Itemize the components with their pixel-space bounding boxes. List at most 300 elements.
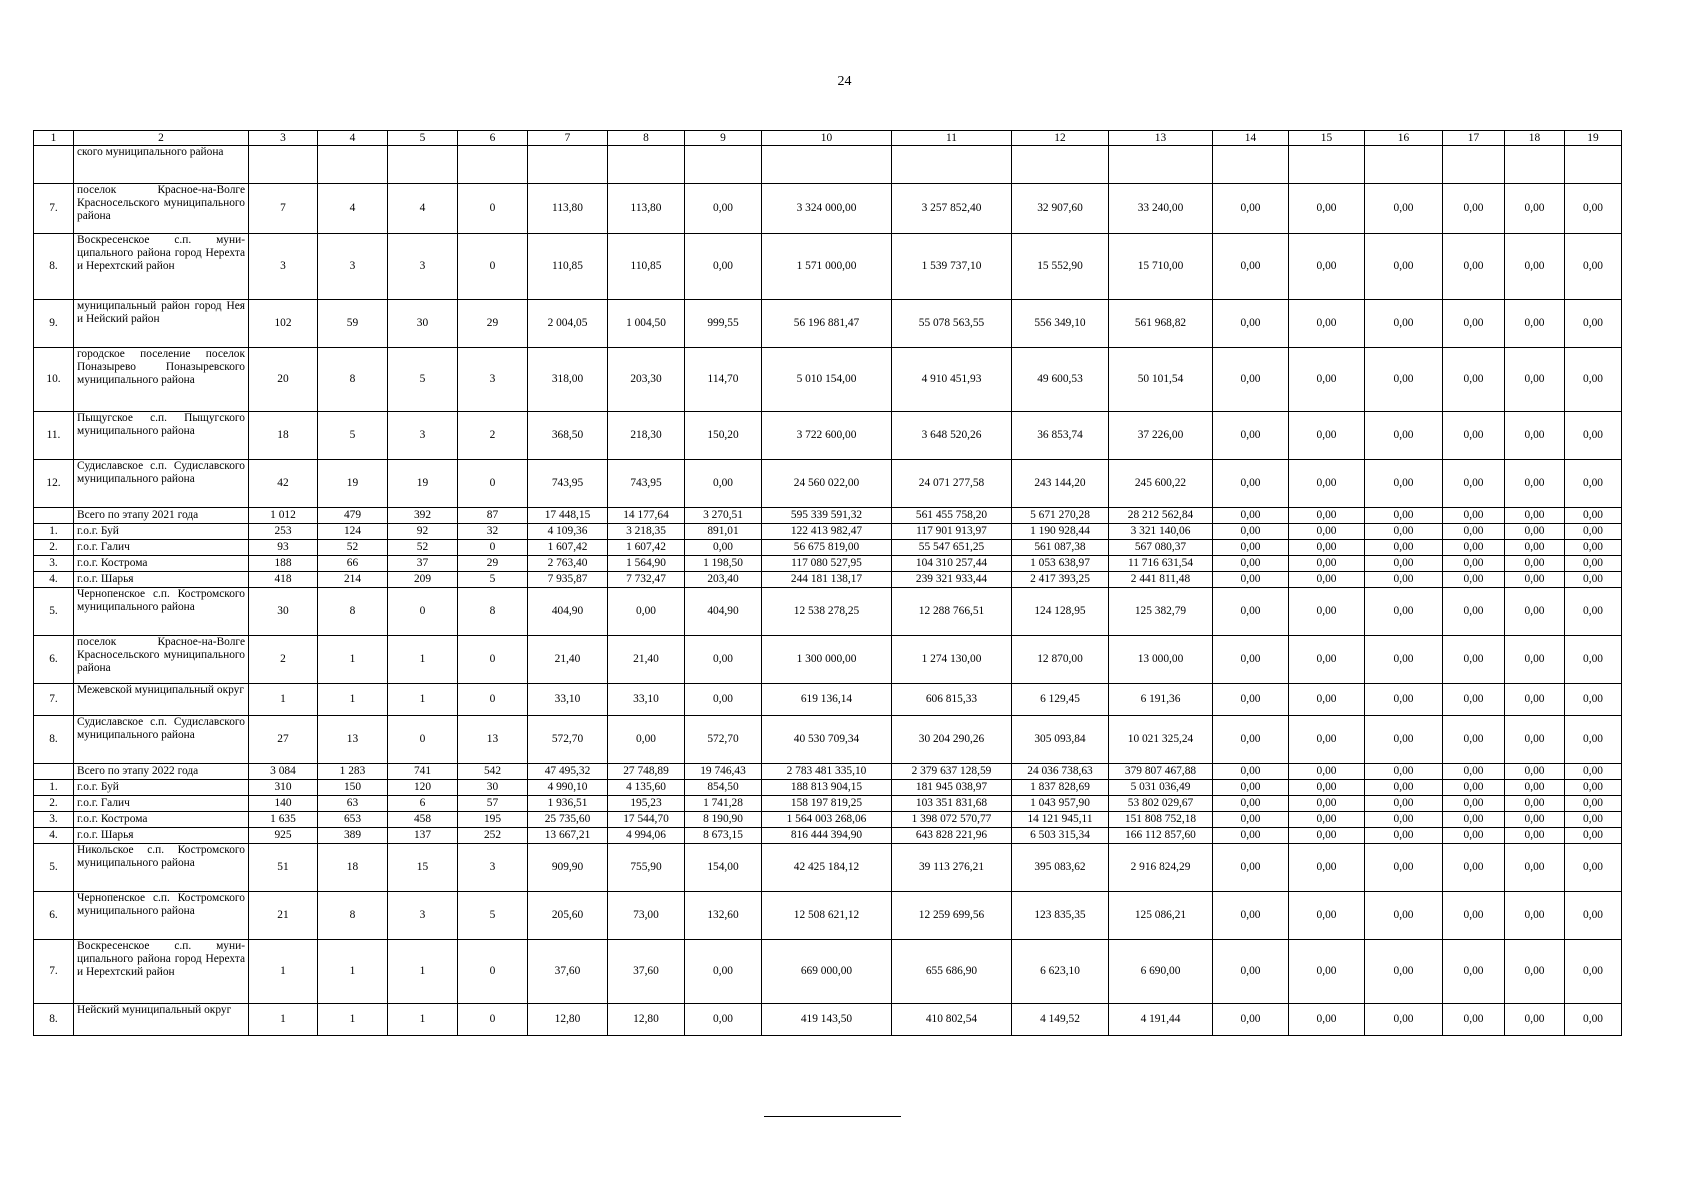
municipality-name: муниципальный район город Нея и Нейский район [74,300,249,348]
value-cell: 117 901 913,97 [892,524,1012,540]
value-cell: 52 [318,540,388,556]
value-cell: 0,00 [1565,940,1622,1004]
value-cell: 1 635 [249,812,318,828]
value-cell: 4 990,10 [528,780,608,796]
header-cell: 19 [1565,131,1622,146]
value-cell: 619 136,14 [762,684,892,716]
value-cell: 3 648 520,26 [892,412,1012,460]
value-cell: 0,00 [1365,508,1443,524]
value-cell: 92 [388,524,458,540]
value-cell: 0,00 [1365,764,1443,780]
row-number: 1. [34,524,74,540]
table-row [34,892,1622,940]
value-cell: 13 000,00 [1109,636,1213,684]
value-cell: 0,00 [1505,796,1565,812]
value-cell: 0,00 [1289,684,1365,716]
value-cell: 0,00 [1565,556,1622,572]
value-cell: 1 837 828,69 [1012,780,1109,796]
value-cell: 0,00 [1213,556,1289,572]
value-cell: 0,00 [685,684,762,716]
value-cell: 1 571 000,00 [762,234,892,300]
value-cell: 244 181 138,17 [762,572,892,588]
value-cell: 0 [458,460,528,508]
value-cell: 0,00 [1505,828,1565,844]
value-cell: 0,00 [1365,684,1443,716]
value-cell: 0,00 [1565,234,1622,300]
value-cell: 0,00 [1505,764,1565,780]
value-cell: 0 [458,540,528,556]
header-cell: 18 [1505,131,1565,146]
value-cell: 5 031 036,49 [1109,780,1213,796]
value-cell: 0,00 [1505,556,1565,572]
value-cell: 0,00 [1505,572,1565,588]
value-cell: 925 [249,828,318,844]
footer-divider [764,1116,901,1117]
value-cell: 122 413 982,47 [762,524,892,540]
value-cell: 0,00 [1365,1004,1443,1036]
value-cell: 13 [318,716,388,764]
value-cell: 17 448,15 [528,508,608,524]
value-cell: 8 190,90 [685,812,762,828]
value-cell: 21,40 [608,636,685,684]
value-cell: 3 257 852,40 [892,184,1012,234]
value-cell: 125 382,79 [1109,588,1213,636]
data-table [33,130,1622,1036]
value-cell: 18 [249,412,318,460]
value-cell: 21 [249,892,318,940]
value-cell: 0,00 [1213,412,1289,460]
value-cell: 158 197 819,25 [762,796,892,812]
value-cell: 0,00 [1289,796,1365,812]
row-number: 1. [34,780,74,796]
value-cell: 14 121 945,11 [1012,812,1109,828]
table-row-summary [34,764,1622,780]
value-cell: 0,00 [1443,844,1505,892]
value-cell: 0,00 [685,234,762,300]
value-cell: 2 441 811,48 [1109,572,1213,588]
value-cell: 0,00 [685,184,762,234]
value-cell: 0,00 [1365,588,1443,636]
value-cell: 0,00 [1289,300,1365,348]
value-cell: 0,00 [1365,300,1443,348]
value-cell: 140 [249,796,318,812]
value-cell: 150,20 [685,412,762,460]
value-cell: 0,00 [1565,636,1622,684]
value-cell: 113,80 [528,184,608,234]
value-cell: 253 [249,524,318,540]
municipality-name: Чернопенское с.п. Костромского муниципального района [74,588,249,636]
value-cell: 0,00 [608,716,685,764]
municipality-name: г.о.г. Галич [74,796,249,812]
row-number: 7. [34,940,74,1004]
municipality-name: Всего по этапу 2022 года [74,764,249,780]
value-cell: 12,80 [528,1004,608,1036]
value-cell: 0,00 [1443,940,1505,1004]
value-cell: 0,00 [1565,684,1622,716]
value-cell: 55 547 651,25 [892,540,1012,556]
row-number: 2. [34,796,74,812]
value-cell: 0,00 [1565,828,1622,844]
table-row [34,234,1622,300]
value-cell: 5 [458,892,528,940]
header-cell: 14 [1213,131,1289,146]
value-cell: 53 802 029,67 [1109,796,1213,812]
value-cell: 1 [318,636,388,684]
municipality-name: Судиславское с.п. Судиславского муниципального района [74,460,249,508]
municipality-name: Воскресенское с.п. муниципального района город Нерехта и Нерехтский район [74,234,249,300]
row-number: 8. [34,1004,74,1036]
value-cell: 33,10 [608,684,685,716]
value-cell: 0,00 [1289,572,1365,588]
value-cell: 29 [458,300,528,348]
value-cell: 655 686,90 [892,940,1012,1004]
municipality-name: г.о.г. Шарья [74,572,249,588]
value-cell: 87 [458,508,528,524]
value-cell: 561 455 758,20 [892,508,1012,524]
value-cell: 117 080 527,95 [762,556,892,572]
value-cell: 6 690,00 [1109,940,1213,1004]
value-cell: 0 [458,1004,528,1036]
value-cell: 0,00 [1213,812,1289,828]
value-cell: 0,00 [1213,572,1289,588]
value-cell: 0,00 [1443,716,1505,764]
value-cell: 0 [458,636,528,684]
value-cell: 3 722 600,00 [762,412,892,460]
value-cell: 404,90 [528,588,608,636]
value-cell: 8 [318,348,388,412]
municipality-name: Чернопенское с.п. Костромского муниципального района [74,892,249,940]
value-cell: 6 [388,796,458,812]
value-cell: 318,00 [528,348,608,412]
value-cell: 0,00 [1289,524,1365,540]
value-cell: 123 835,35 [1012,892,1109,940]
value-cell: 7 [249,184,318,234]
value-cell: 410 802,54 [892,1004,1012,1036]
value-cell: 1 [318,1004,388,1036]
value-cell: 0,00 [1213,780,1289,796]
row-number: 10. [34,348,74,412]
value-cell: 6 623,10 [1012,940,1109,1004]
value-cell [762,146,892,184]
value-cell: 0,00 [1443,300,1505,348]
value-cell: 0,00 [1505,1004,1565,1036]
value-cell: 203,30 [608,348,685,412]
value-cell: 0,00 [1565,588,1622,636]
value-cell: 0,00 [1213,234,1289,300]
value-cell: 2 783 481 335,10 [762,764,892,780]
value-cell: 0,00 [1505,780,1565,796]
header-cell: 9 [685,131,762,146]
value-cell: 32 907,60 [1012,184,1109,234]
value-cell: 27 [249,716,318,764]
value-cell: 419 143,50 [762,1004,892,1036]
municipality-name: Всего по этапу 2021 года [74,508,249,524]
header-cell: 11 [892,131,1012,146]
value-cell: 0,00 [1443,636,1505,684]
row-number: 3. [34,812,74,828]
municipality-name: г.о.г. Галич [74,540,249,556]
value-cell: 0,00 [1365,572,1443,588]
value-cell: 0,00 [1505,508,1565,524]
value-cell: 5 671 270,28 [1012,508,1109,524]
value-cell [892,146,1012,184]
value-cell: 56 196 881,47 [762,300,892,348]
value-cell: 93 [249,540,318,556]
value-cell: 567 080,37 [1109,540,1213,556]
value-cell: 2 916 824,29 [1109,844,1213,892]
value-cell: 0,00 [1213,796,1289,812]
value-cell: 1 936,51 [528,796,608,812]
value-cell: 606 815,33 [892,684,1012,716]
municipality-name: Воскресенское с.п. муниципального района город Нерехта и Нерехтский район [74,940,249,1004]
value-cell: 102 [249,300,318,348]
value-cell: 0,00 [1213,892,1289,940]
value-cell: 8 673,15 [685,828,762,844]
value-cell: 30 204 290,26 [892,716,1012,764]
value-cell: 30 [458,780,528,796]
value-cell: 73,00 [608,892,685,940]
value-cell: 0,00 [1565,412,1622,460]
value-cell: 0,00 [1443,1004,1505,1036]
value-cell: 1 053 638,97 [1012,556,1109,572]
value-cell: 0,00 [608,588,685,636]
value-cell: 0,00 [1505,812,1565,828]
value-cell: 24 036 738,63 [1012,764,1109,780]
value-cell: 1 [249,940,318,1004]
value-cell: 0,00 [1289,812,1365,828]
value-cell: 0,00 [1565,892,1622,940]
value-cell: 103 351 831,68 [892,796,1012,812]
value-cell: 1 607,42 [608,540,685,556]
value-cell: 0,00 [1443,764,1505,780]
value-cell: 669 000,00 [762,940,892,1004]
header-cell: 15 [1289,131,1365,146]
header-cell: 6 [458,131,528,146]
table-row [34,412,1622,460]
value-cell: 33 240,00 [1109,184,1213,234]
value-cell: 0,00 [1365,460,1443,508]
value-cell: 0,00 [1213,636,1289,684]
value-cell: 1 607,42 [528,540,608,556]
value-cell: 8 [318,892,388,940]
value-cell [1289,146,1365,184]
value-cell: 0,00 [1213,588,1289,636]
municipality-name: Никольское с.п. Костромского муниципального района [74,844,249,892]
value-cell: 0,00 [1505,636,1565,684]
value-cell: 0,00 [1443,812,1505,828]
value-cell: 3 324 000,00 [762,184,892,234]
value-cell: 0,00 [1213,184,1289,234]
value-cell [528,146,608,184]
municipality-name: поселок Красное-на-Волге Красносельского муниципального района [74,184,249,234]
value-cell: 1 741,28 [685,796,762,812]
value-cell: 1 190 928,44 [1012,524,1109,540]
value-cell: 8 [318,588,388,636]
value-cell: 0,00 [1289,184,1365,234]
header-cell: 3 [249,131,318,146]
value-cell: 12 538 278,25 [762,588,892,636]
value-cell: 104 310 257,44 [892,556,1012,572]
table-row-summary [34,796,1622,812]
value-cell: 0,00 [1565,844,1622,892]
municipality-name: г.о.г. Кострома [74,556,249,572]
value-cell: 7 732,47 [608,572,685,588]
table-row-summary [34,508,1622,524]
table-row-summary [34,524,1622,540]
value-cell: 5 [458,572,528,588]
value-cell: 181 945 038,97 [892,780,1012,796]
value-cell: 0,00 [1365,716,1443,764]
value-cell: 12 259 699,56 [892,892,1012,940]
value-cell: 999,55 [685,300,762,348]
value-cell: 0,00 [1289,716,1365,764]
value-cell: 52 [388,540,458,556]
value-cell: 0,00 [1365,348,1443,412]
table-row-summary [34,556,1622,572]
row-number: 6. [34,636,74,684]
value-cell: 39 113 276,21 [892,844,1012,892]
value-cell: 379 807 467,88 [1109,764,1213,780]
table-row-summary [34,812,1622,828]
value-cell: 0,00 [1365,524,1443,540]
value-cell: 0,00 [1289,540,1365,556]
value-cell: 909,90 [528,844,608,892]
row-number: 4. [34,572,74,588]
value-cell: 4 994,06 [608,828,685,844]
row-number: 7. [34,684,74,716]
value-cell: 6 503 315,34 [1012,828,1109,844]
value-cell: 0,00 [1565,764,1622,780]
value-cell: 572,70 [528,716,608,764]
value-cell: 19 746,43 [685,764,762,780]
value-cell: 13 667,21 [528,828,608,844]
value-cell: 218,30 [608,412,685,460]
value-cell: 18 [318,844,388,892]
value-cell: 195,23 [608,796,685,812]
value-cell [318,146,388,184]
value-cell: 113,80 [608,184,685,234]
value-cell: 0,00 [1289,348,1365,412]
value-cell: 0,00 [1443,412,1505,460]
value-cell: 3 218,35 [608,524,685,540]
value-cell: 0,00 [685,460,762,508]
value-cell: 0,00 [1443,234,1505,300]
value-cell: 8 [458,588,528,636]
value-cell: 243 144,20 [1012,460,1109,508]
value-cell: 816 444 394,90 [762,828,892,844]
value-cell [388,146,458,184]
header-cell: 10 [762,131,892,146]
value-cell: 0,00 [1565,348,1622,412]
value-cell: 1 [249,684,318,716]
value-cell: 0,00 [1565,460,1622,508]
value-cell: 1 [388,940,458,1004]
value-cell: 0 [388,716,458,764]
value-cell [1365,146,1443,184]
value-cell: 47 495,32 [528,764,608,780]
value-cell: 0,00 [1565,524,1622,540]
value-cell: 1 198,50 [685,556,762,572]
value-cell: 14 177,64 [608,508,685,524]
value-cell: 395 083,62 [1012,844,1109,892]
table-row [34,588,1622,636]
value-cell: 0,00 [1565,716,1622,764]
value-cell [1012,146,1109,184]
value-cell: 3 [388,234,458,300]
value-cell: 29 [458,556,528,572]
value-cell: 245 600,22 [1109,460,1213,508]
value-cell: 124 128,95 [1012,588,1109,636]
value-cell: 1 [388,684,458,716]
header-cell: 4 [318,131,388,146]
value-cell: 49 600,53 [1012,348,1109,412]
value-cell: 595 339 591,32 [762,508,892,524]
value-cell: 1 564 003 268,06 [762,812,892,828]
value-cell: 209 [388,572,458,588]
value-cell: 0,00 [1443,184,1505,234]
value-cell: 15 552,90 [1012,234,1109,300]
row-number: 12. [34,460,74,508]
value-cell [685,146,762,184]
value-cell: 1 004,50 [608,300,685,348]
municipality-name: г.о.г. Шарья [74,828,249,844]
value-cell: 110,85 [608,234,685,300]
value-cell: 561 087,38 [1012,540,1109,556]
value-cell: 4 149,52 [1012,1004,1109,1036]
value-cell: 1 043 957,90 [1012,796,1109,812]
value-cell: 252 [458,828,528,844]
value-cell: 4 109,36 [528,524,608,540]
header-cell: 7 [528,131,608,146]
value-cell [1213,146,1289,184]
value-cell: 154,00 [685,844,762,892]
value-cell: 0,00 [1365,234,1443,300]
value-cell: 56 675 819,00 [762,540,892,556]
municipality-name: г.о.г. Буй [74,780,249,796]
value-cell: 1 [318,940,388,1004]
value-cell: 0,00 [685,940,762,1004]
value-cell: 19 [318,460,388,508]
value-cell: 2 417 393,25 [1012,572,1109,588]
value-cell: 0,00 [1505,540,1565,556]
municipality-name: г.о.г. Кострома [74,812,249,828]
value-cell: 0,00 [1505,184,1565,234]
value-cell: 556 349,10 [1012,300,1109,348]
value-cell: 55 078 563,55 [892,300,1012,348]
value-cell: 0,00 [1289,780,1365,796]
municipality-name: городское поселение поселок Поназырево Поназыревского муниципального района [74,348,249,412]
table-row-summary [34,572,1622,588]
value-cell: 3 084 [249,764,318,780]
value-cell: 0 [458,684,528,716]
table-row [34,940,1622,1004]
value-cell: 479 [318,508,388,524]
value-cell: 1 283 [318,764,388,780]
value-cell: 0,00 [1289,940,1365,1004]
value-cell: 0,00 [1289,764,1365,780]
value-cell: 40 530 709,34 [762,716,892,764]
value-cell: 0,00 [1443,348,1505,412]
header-cell: 16 [1365,131,1443,146]
value-cell: 4 [388,184,458,234]
value-cell: 0,00 [1213,764,1289,780]
table-row [34,184,1622,234]
municipality-name: Пыщугское с.п. Пыщугского муниципального района [74,412,249,460]
row-number: 5. [34,588,74,636]
value-cell: 741 [388,764,458,780]
value-cell: 305 093,84 [1012,716,1109,764]
row-number: 6. [34,892,74,940]
